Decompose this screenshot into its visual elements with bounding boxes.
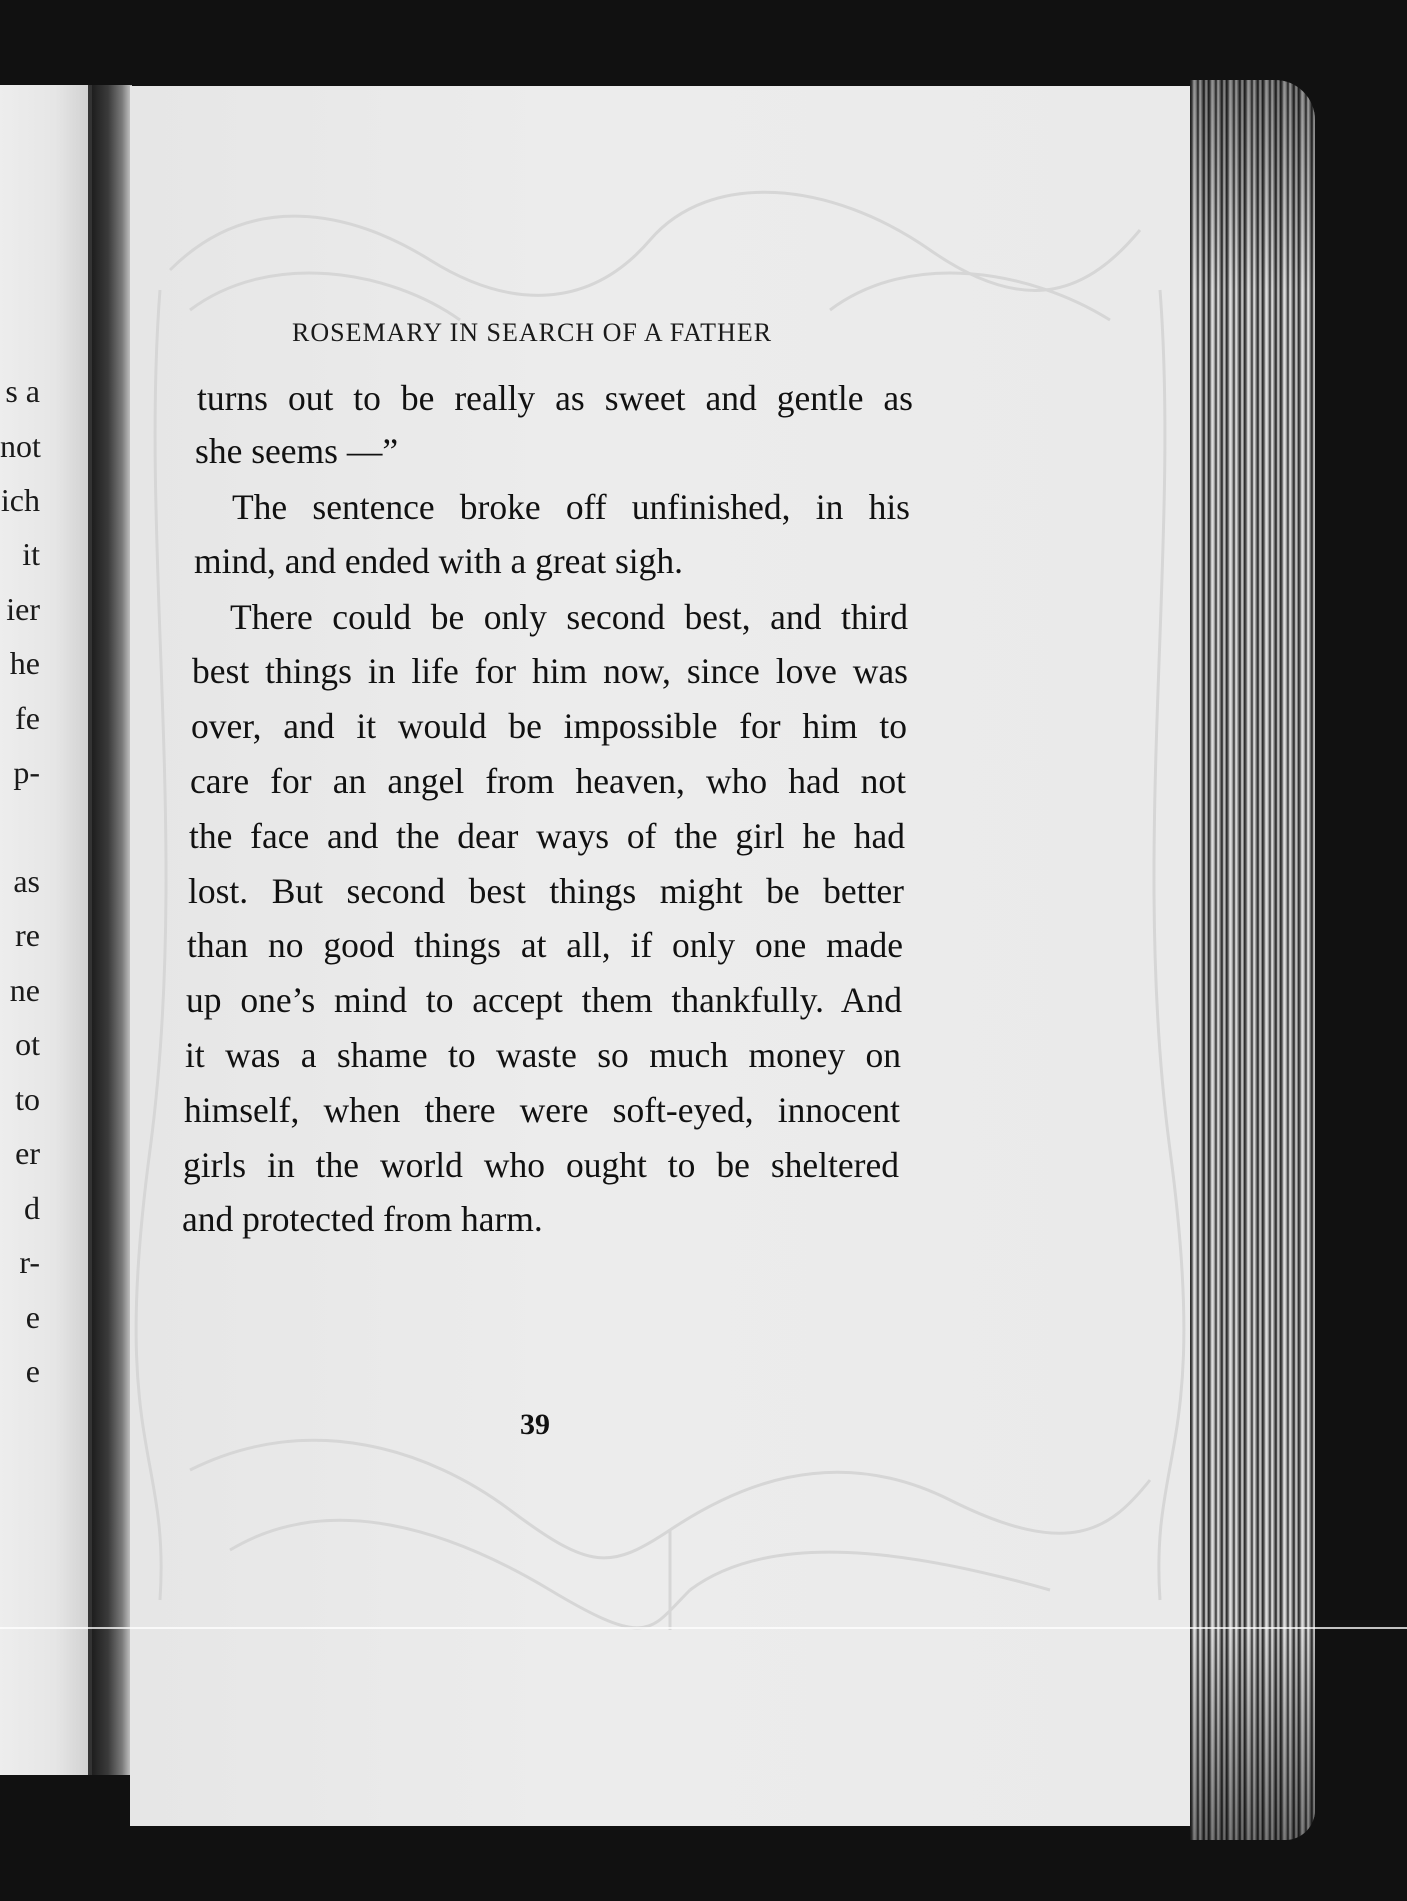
text-line: than no good things at all, if only one made — [187, 925, 903, 965]
text-line: lost. But second best things might be better — [188, 871, 904, 911]
text-line: best things in life for him now, since love was — [192, 651, 908, 691]
previous-page-fragment: e — [25, 1299, 40, 1335]
previous-page-fragment: er — [15, 1135, 40, 1171]
scan-artifact-line — [0, 1627, 1407, 1629]
previous-page-fragment: e — [25, 1353, 40, 1389]
page-edges-shadow — [1190, 80, 1315, 1840]
text-line: up one’s mind to accept them thankfully. And — [186, 980, 902, 1020]
running-head: ROSEMARY IN SEARCH OF A FATHER — [292, 318, 773, 347]
text-line: care for an angel from heaven, who had not — [190, 761, 906, 801]
previous-page-fragment: fe — [15, 700, 40, 736]
previous-page-fragment: ne — [9, 972, 40, 1008]
previous-page-fragment: r- — [19, 1244, 40, 1280]
text-line: The sentence broke off unfinished, in his — [232, 487, 910, 527]
previous-page-fragment: p- — [13, 754, 40, 790]
previous-page-fragment: to — [15, 1081, 40, 1117]
text-line: over, and it would be impossible for him to — [191, 706, 907, 746]
previous-page-edge — [0, 85, 92, 1775]
previous-page-fragment: not — [0, 428, 41, 464]
text-line: she seems —” — [195, 431, 399, 471]
text-line: mind, and ended with a great sigh. — [194, 541, 683, 581]
text-line: it was a shame to waste so much money on — [185, 1035, 901, 1075]
text-line: himself, when there were soft-eyed, innocent — [184, 1090, 900, 1130]
text-line: There could be only second best, and third — [230, 597, 908, 637]
text-line: the face and the dear ways of the girl he had — [189, 816, 905, 856]
previous-page-fragment: s a — [5, 373, 40, 409]
text-line: and protected from harm. — [182, 1199, 543, 1239]
previous-page-fragment: ich — [0, 482, 40, 518]
previous-page-fragment: it — [22, 536, 40, 572]
text-line: girls in the world who ought to be sheltered — [183, 1145, 899, 1185]
previous-page-fragment: he — [9, 645, 40, 681]
page-number: 39 — [520, 1408, 550, 1441]
text-line: turns out to be really as sweet and gentle as — [197, 378, 913, 418]
previous-page-fragment: ot — [15, 1026, 40, 1062]
previous-page-fragment: d — [24, 1190, 40, 1226]
book-gutter — [92, 85, 132, 1775]
previous-page-fragment: re — [15, 917, 40, 953]
previous-page-fragment: ier — [6, 591, 40, 627]
previous-page-fragment: as — [13, 863, 40, 899]
